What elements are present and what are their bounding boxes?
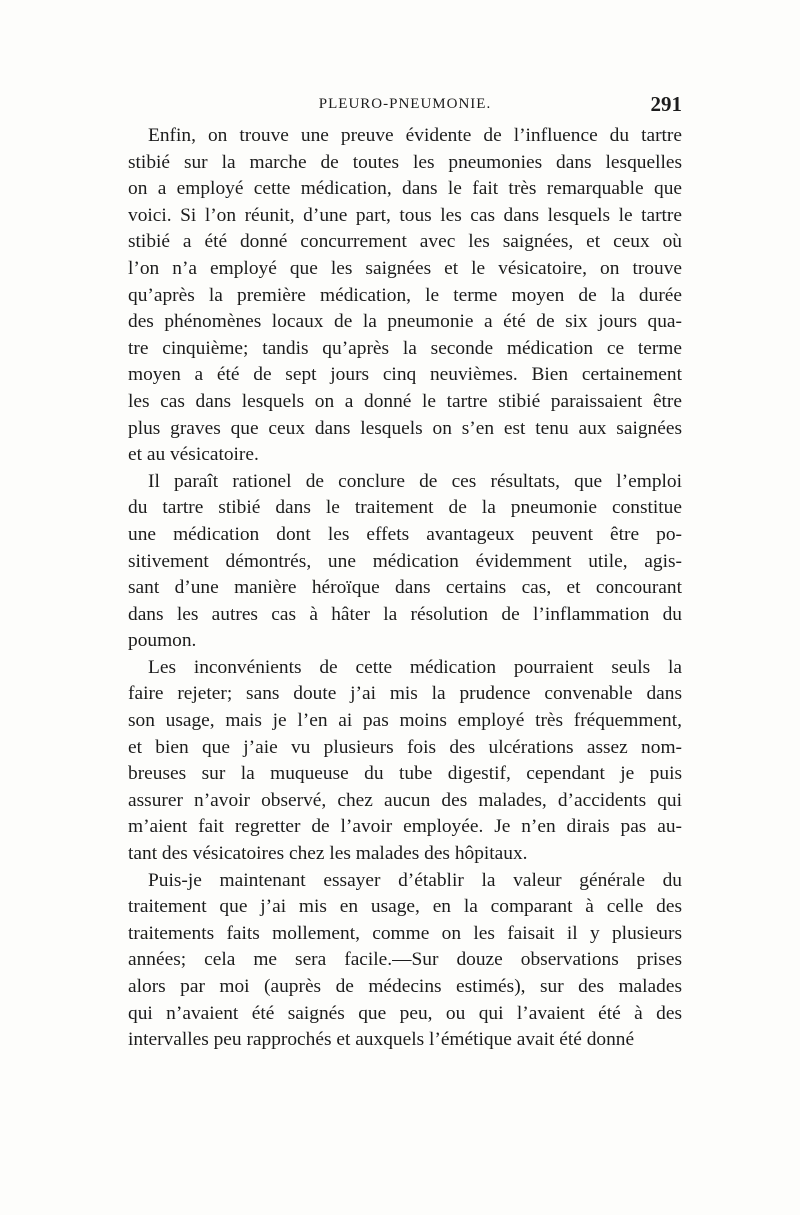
paragraph <box>128 469 682 655</box>
text-line: du tartre stibié dans le traitement de la pneumonie constitue <box>128 497 682 519</box>
text-line: Enfin, on trouve une preuve évidente de l’influence du tartre <box>148 125 682 146</box>
text-line: des phénomènes locaux de la pneumonie a été de six jours qua- <box>128 311 682 333</box>
text-line: qui n’avaient été saignés que peu, ou qui l’avaient été à des <box>128 1002 682 1024</box>
text-line: stibié a été donné concurrement avec les saignées, et ceux où <box>128 231 682 253</box>
page-number: 291 <box>650 92 682 116</box>
text-line: une médication dont les effets avantageux peuvent être po- <box>128 523 682 545</box>
text-line: alors par moi (auprès de médecins estimés), sur des malades <box>128 976 682 997</box>
text-line: voici. Si l’on réunit, d’une part, tous les cas dans lesquels le tartre <box>128 204 682 226</box>
body-text <box>128 123 682 1054</box>
text-line: et bien que j’aie vu plusieurs fois des ulcérations assez nom- <box>128 736 682 758</box>
text-line: breuses sur la muqueuse du tube digestif, cependant je puis <box>128 763 682 785</box>
text-line: et au vésicatoire. <box>128 444 259 466</box>
text-line: faire rejeter; sans doute j’ai mis la prudence convenable dans <box>128 683 682 705</box>
text-line: tant des vésicatoires chez les malades des hôpitaux. <box>128 843 528 865</box>
paragraph <box>128 868 682 1054</box>
text-line: Les inconvénients de cette médication pourraient seuls la <box>148 656 682 678</box>
text-line: m’aient fait regretter de l’avoir employée. Je n’en dirais pas au- <box>128 816 682 838</box>
text-line: traitements faits mollement, comme on les faisait il y plusieurs <box>128 922 682 944</box>
text-line: qu’après la première médication, le terme moyen de la durée <box>128 284 682 306</box>
text-line: son usage, mais je l’en ai pas moins employé très fréquemment, <box>128 710 682 732</box>
text-line: sant d’une manière héroïque dans certains cas, et concourant <box>128 577 682 599</box>
running-title: PLEURO-PNEUMONIE. <box>318 96 492 112</box>
text-line: poumon. <box>128 630 197 652</box>
text-line: les cas dans lesquels on a donné le tartre stibié paraissaient être <box>128 390 682 412</box>
text-line: traitement que j’ai mis en usage, en la comparant à celle des <box>128 896 682 918</box>
text-line: sitivement démontrés, une médication évidemment utile, agis- <box>128 550 682 572</box>
text-line: plus graves que ceux dans lesquels on s’en est tenu aux saignées <box>128 417 682 439</box>
text-line: moyen a été de sept jours cinq neuvièmes. Bien certainement <box>128 364 682 386</box>
text-line: on a employé cette médication, dans le fait très remarquable que <box>128 178 682 200</box>
text-line: Il paraît rationel de conclure de ces résultats, que l’emploi <box>148 470 682 492</box>
paragraph <box>128 123 682 469</box>
text-line: dans les autres cas à hâter la résolution de l’inflammation du <box>128 603 682 625</box>
text-line: l’on n’a employé que les saignées et le vésicatoire, on trouve <box>128 257 682 279</box>
text-line: tre cinquième; tandis qu’après la seconde médication ce terme <box>128 337 682 359</box>
text-line: Puis-je maintenant essayer d’établir la valeur générale du <box>148 869 682 891</box>
text-line: intervalles peu rapprochés et auxquels l’émétique avait été donné <box>128 1029 635 1051</box>
running-head <box>128 92 682 120</box>
text-line: assurer n’avoir observé, chez aucun des malades, d’accidents qui <box>128 789 682 811</box>
text-line: années; cela me sera facile.—Sur douze observations prises <box>128 949 682 971</box>
paragraph <box>128 655 682 868</box>
text-line: stibié sur la marche de toutes les pneumonies dans lesquelles <box>128 151 682 173</box>
